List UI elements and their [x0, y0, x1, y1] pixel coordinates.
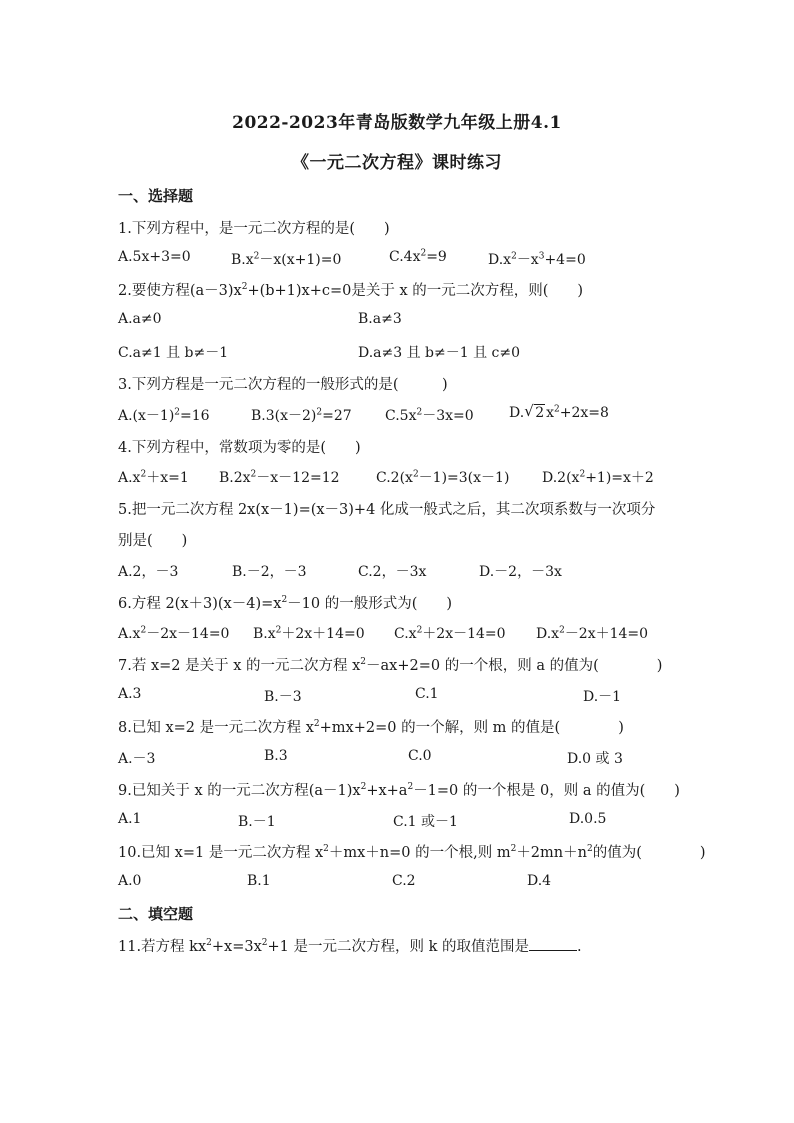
- question-4-option-b: $B.2x^2-x-12=12$: [219, 469, 340, 486]
- question-5-option-b: B.－2，－3: [232, 564, 307, 580]
- question-8-option-a: A.－3: [118, 751, 156, 767]
- question-9-option-c: C.1 或－1: [393, 814, 458, 830]
- question-4-option-a: $A.x^2+x=1$: [118, 469, 189, 486]
- question-5-stem-line1: 5.把一元二次方程 2x(x－1)=(x－3)+4 化成一般式之后，其二次项系数与一次项分: [118, 502, 656, 518]
- question-2-stem: 2.要使方程$(a-3)x^2+(b+1)x+c=0$是关于 x 的一元二次方程，则( ): [118, 282, 584, 299]
- question-5-option-c: C.2，－3x: [358, 564, 427, 580]
- question-11-stem: 11.若方程 $kx^2+x=3x^2+1$ 是一元二次方程，则 k 的取值范围是 .: [118, 938, 582, 955]
- question-3-option-d: D. √ 2 $x^2+2x=8$: [509, 402, 609, 421]
- question-9-stem: 9.已知关于 x 的一元二次方程$(a-1)x^2+x+a^2-1=0$ 的一个根是 0，则 a 的值为( ): [118, 782, 680, 799]
- question-1-option-b: $B.x^2-x(x+1)=0$: [231, 251, 342, 268]
- question-3-option-a: $A.(x-1)^2=16$: [118, 407, 210, 424]
- question-3-stem: 3.下列方程是一元二次方程的一般形式的是( ): [118, 377, 448, 393]
- question-10-option-a: A.0: [118, 873, 142, 889]
- page-title: 2022-2023年青岛版数学九年级上册4.1: [232, 113, 562, 133]
- question-8-option-d: D.0 或 3: [567, 751, 623, 767]
- question-8-option-b: B.3: [264, 748, 288, 764]
- question-10-option-b: B.1: [247, 873, 271, 889]
- question-3-option-c: $C.5x^2-3x=0$: [385, 407, 474, 424]
- question-6-option-a: $A.x^2-2x-14=0$: [118, 625, 230, 642]
- page-subtitle: 《一元二次方程》课时练习: [292, 153, 502, 173]
- question-6-option-c: $C.x^2+2x-14=0$: [394, 625, 506, 642]
- question-1-stem: 1.下列方程中，是一元二次方程的是( ): [118, 221, 390, 237]
- question-5-option-d: D.－2，－3x: [479, 564, 562, 580]
- question-3-option-b: $B.3(x-2)^2=27$: [251, 407, 352, 424]
- question-8-option-c: C.0: [408, 748, 432, 764]
- question-7-stem: 7.若 x=2 是关于 x 的一元二次方程 $x^2-ax+2=0$ 的一个根，则 a 的值为( ): [118, 657, 663, 674]
- question-2-option-c: C.a≠1 且 b≠－1: [118, 345, 229, 361]
- section-heading-fill: 二、填空题: [118, 905, 194, 923]
- question-4-option-d: $D.2(x^2+1)=x+2$: [542, 469, 654, 486]
- question-10-stem: 10.已知 x=1 是一元二次方程 $x^2+mx+n=0$ 的一个根,则 $m^2+2mn+n^2$的值为( ): [118, 844, 706, 861]
- question-6-option-d: $D.x^2-2x+14=0$: [536, 625, 649, 642]
- question-1-option-a: A.5x+3=0: [118, 249, 191, 265]
- question-1-option-d: $D.x^2-x^3+4=0$: [488, 251, 586, 268]
- question-9-option-b: B.－1: [238, 814, 276, 830]
- question-7-option-c: C.1: [415, 686, 439, 702]
- answer-blank[interactable]: [529, 938, 577, 951]
- question-1-option-c: $C.4x^2=9$: [389, 248, 447, 265]
- question-5-stem-line2: 别是( ): [118, 533, 188, 549]
- question-6-stem: 6.方程 $2(x+3)(x-4)=x^2-10$ 的一般形式为( ): [118, 595, 453, 612]
- section-heading-choice: 一、选择题: [118, 187, 194, 205]
- question-6-option-b: $B.x^2+2x+14=0$: [253, 625, 365, 642]
- question-5-option-a: A.2，－3: [118, 564, 179, 580]
- question-2-option-d: D.a≠3 且 b≠－1 且 c≠0: [358, 345, 521, 361]
- question-4-stem: 4.下列方程中，常数项为零的是( ): [118, 440, 361, 456]
- question-2-option-a: A.a≠0: [118, 311, 162, 327]
- sqrt-symbol: √ 2: [524, 402, 545, 421]
- question-7-option-d: D.－1: [583, 689, 622, 705]
- question-8-stem: 8.已知 x=2 是一元二次方程 $x^2+mx+2=0$ 的一个解，则 m 的值是( ): [118, 719, 624, 736]
- question-9-option-d: D.0.5: [569, 811, 607, 827]
- question-4-option-c: $C.2(x^2-1)=3(x-1)$: [376, 469, 510, 486]
- question-10-option-d: D.4: [527, 873, 552, 889]
- question-9-option-a: A.1: [118, 811, 142, 827]
- question-7-option-a: A.3: [118, 686, 142, 702]
- question-10-option-c: C.2: [392, 873, 416, 889]
- question-2-option-b: B.a≠3: [358, 311, 402, 327]
- question-7-option-b: B.－3: [264, 689, 302, 705]
